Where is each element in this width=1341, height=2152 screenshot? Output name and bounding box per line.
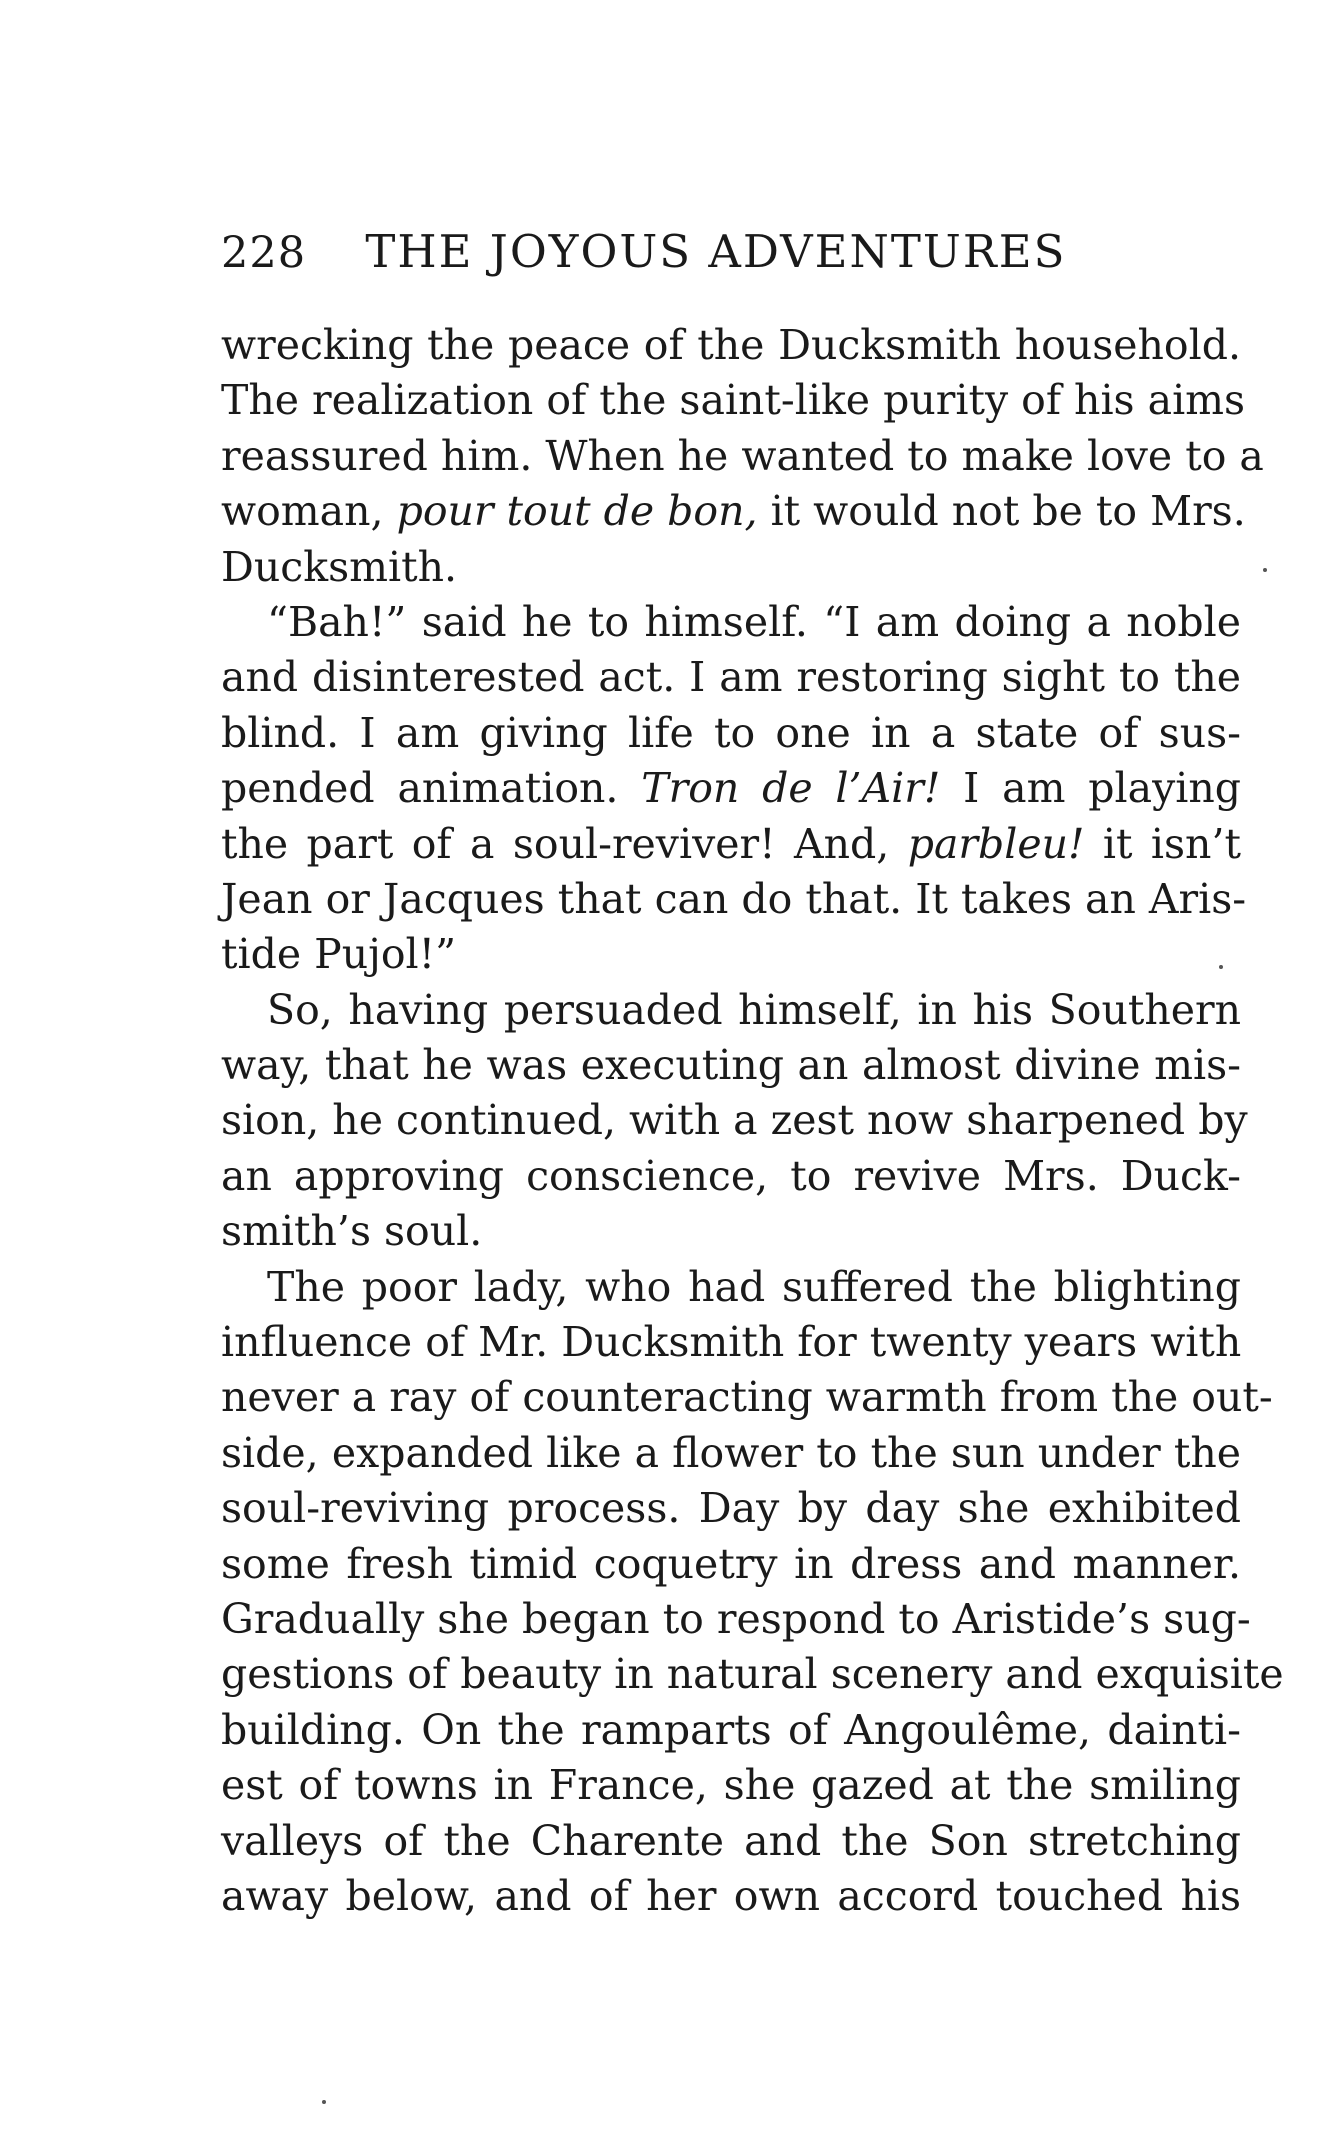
italic-phrase: Tron de l’Air!: [641, 764, 941, 813]
text-line: an approving conscience, to revive Mrs. Duck-: [221, 1151, 1241, 1200]
text-line: smith’s soul.: [221, 1207, 483, 1256]
running-title: THE JOYOUS ADVENTURES: [365, 225, 1067, 278]
italic-phrase: pour tout de bon,: [396, 487, 758, 536]
text-line: Gradually she began to respond to Aristide’s sug-: [221, 1594, 1251, 1643]
text-line: reassured him. When he wanted to make love to a: [221, 431, 1264, 480]
paper-speck: [1263, 568, 1267, 572]
body-text: [221, 318, 1284, 1924]
text-line: tide Pujol!”: [221, 930, 457, 979]
paper-speck: [1219, 965, 1223, 969]
text-line: Jean or Jacques that can do that. It takes an Aris-: [221, 874, 1247, 923]
text-line: away below, and of her own accord touched his: [221, 1871, 1241, 1920]
paragraph-start-line: The poor lady, who had suffered the blighting: [267, 1262, 1241, 1311]
text-line: some fresh timid coquetry in dress and manner.: [221, 1539, 1241, 1588]
paragraph-start-line: So, having persuaded himself, in his Southern: [267, 985, 1241, 1034]
text-line: est of towns in France, she gazed at the smiling: [221, 1761, 1241, 1810]
page-number: 228: [221, 228, 307, 278]
text-line: wrecking the peace of the Ducksmith household.: [221, 321, 1241, 369]
text-line: never a ray of counteracting warmth from the out-: [221, 1373, 1273, 1422]
text-line: woman, pour tout de bon, it would not be to Mrs.: [221, 487, 1246, 536]
text-line: Ducksmith.: [221, 542, 458, 591]
text-line: influence of Mr. Ducksmith for twenty years with: [221, 1318, 1242, 1367]
text-line: gestions of beauty in natural scenery and exquisite: [221, 1650, 1284, 1699]
text-line: side, expanded like a flower to the sun under the: [221, 1428, 1241, 1477]
text-line: The realization of the saint-like purity of his aims: [221, 376, 1246, 425]
paragraph-start-line: “Bah!” said he to himself. “I am doing a noble: [267, 597, 1241, 646]
text-line: sion, he continued, with a zest now sharpened by: [221, 1096, 1248, 1145]
running-head: [221, 222, 1241, 283]
text-line: soul-reviving process. Day by day she exhibited: [221, 1484, 1241, 1533]
text-line: valleys of the Charente and the Son stretching: [221, 1816, 1241, 1865]
paper-speck: [322, 2100, 326, 2104]
text-line: and disinterested act. I am restoring sight to the: [221, 653, 1241, 702]
text-line: building. On the ramparts of Angoulême, dainti-: [221, 1705, 1241, 1754]
text-line: pended animation. Tron de l’Air! I am playing: [221, 764, 1241, 813]
text-line: blind. I am giving life to one in a state of sus-: [221, 708, 1241, 757]
text-line: the part of a soul-reviver! And, parbleu! it isn’t: [221, 819, 1241, 868]
italic-phrase: parbleu!: [907, 819, 1085, 868]
text-line: way, that he was executing an almost divine mis-: [221, 1041, 1241, 1090]
